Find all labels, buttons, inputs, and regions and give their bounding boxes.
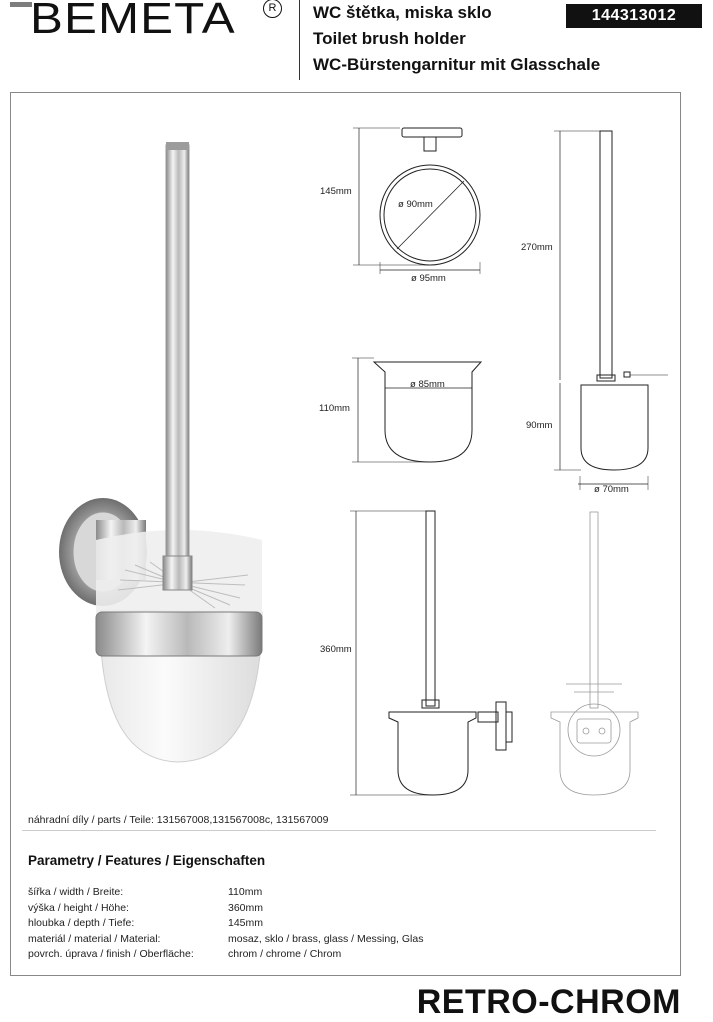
dim-90: 90mm: [526, 420, 553, 431]
brand-name: BEMETA: [30, 0, 236, 43]
dim-110: 110mm: [319, 403, 350, 414]
spec-label: povrch. úprava / finish / Oberfläche:: [28, 948, 194, 960]
spec-value: mosaz, sklo / brass, glass / Messing, Glas: [228, 932, 424, 945]
product-code: 144313012: [566, 4, 702, 28]
title-en: Toilet brush holder: [313, 29, 466, 48]
registered-mark: R: [263, 0, 282, 18]
spec-row-depth: [28, 916, 423, 932]
title-cz: WC štětka, miska sklo: [313, 3, 492, 22]
spec-label: šířka / width / Breite:: [28, 886, 124, 898]
product-photo: [59, 142, 262, 762]
dim-360: 360mm: [320, 644, 352, 655]
spec-value: 110mm: [228, 886, 263, 898]
dim-145: 145mm: [320, 186, 352, 197]
assembly-side-view: [350, 511, 512, 795]
spec-row-height: [28, 901, 423, 917]
features-heading: Parametry / Features / Eigenschaften: [28, 853, 266, 868]
brush-side-view: [554, 131, 668, 490]
spec-row-finish: [28, 947, 423, 963]
dim-bowl: ø 85mm: [410, 379, 445, 390]
dim-ring-outer: ø 95mm: [411, 273, 446, 284]
spec-value: chrom / chrome / Chrom: [228, 948, 342, 960]
spec-row-width: [28, 885, 423, 901]
dim-ring-inner: ø 90mm: [398, 199, 433, 210]
collection-name: RETRO-CHROM: [416, 983, 681, 1021]
spec-label: hloubka / depth / Tiefe:: [28, 917, 135, 929]
spare-parts: náhradní díly / parts / Teile: 131567008,131567008c, 131567009: [28, 814, 329, 826]
spec-label: výška / height / Höhe:: [28, 901, 129, 914]
spec-value: 360mm: [228, 901, 264, 914]
title-de: WC-Bürstengarnitur mit Glasschale: [313, 55, 601, 74]
bowl-side-view: [352, 358, 481, 462]
spec-value: 145mm: [228, 917, 264, 929]
spec-table: [28, 885, 423, 963]
dim-270: 270mm: [521, 242, 553, 253]
rear-view: [551, 512, 638, 795]
spec-label: materiál / material / Material:: [28, 932, 161, 945]
dim-brush: ø 70mm: [594, 484, 629, 495]
spec-row-material: [28, 932, 423, 948]
section-divider: [22, 830, 656, 831]
